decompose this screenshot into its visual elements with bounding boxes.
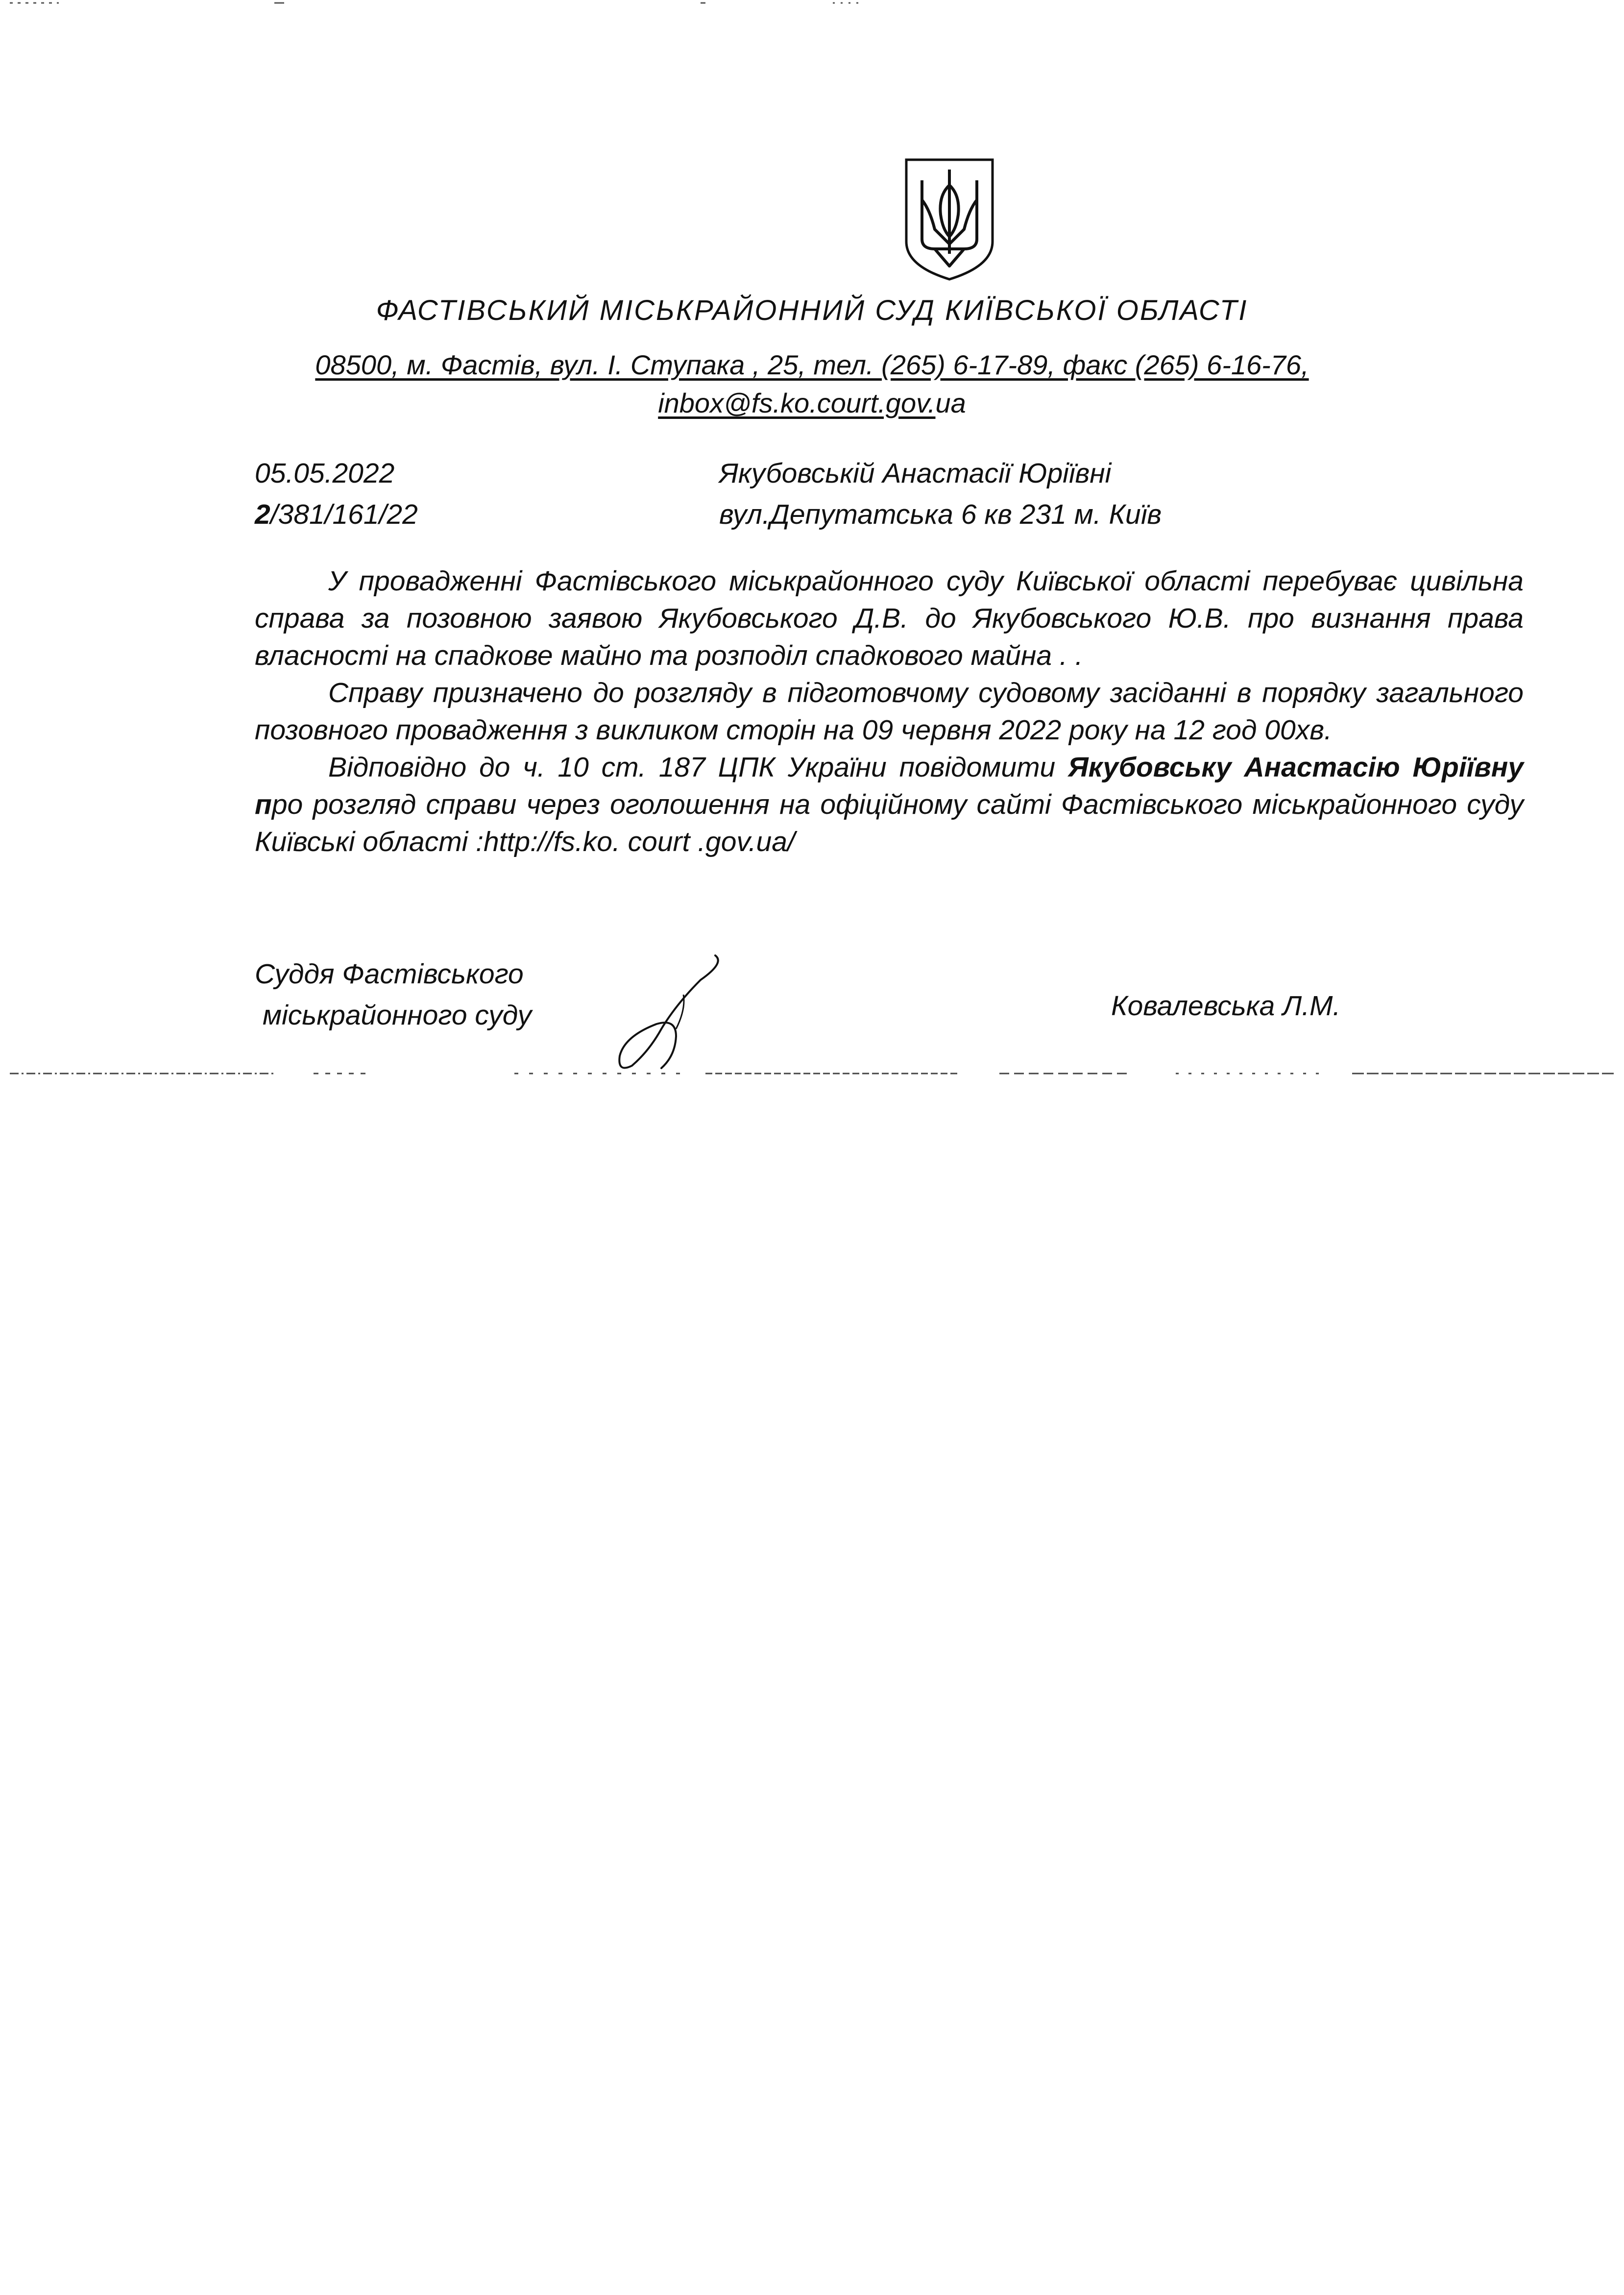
court-email-tail: ua — [935, 388, 966, 418]
body-p3-start: Відповідно до ч. 10 ст. 187 ЦПК України повідомити — [328, 752, 1068, 783]
case-number-prefix: 2 — [255, 499, 270, 530]
body-p3-end: ро розгляд справи через оголошення на офіційному сайті Фастівського міськрайонного суду Київські області :http://fs.ko. court .gov.ua/ — [255, 789, 1524, 857]
court-email: inbox@fs.ko.court.gov. — [658, 388, 936, 418]
judge-name: Ковалевська Л.М. — [1111, 990, 1341, 1022]
signatory-title-line-2: міськрайонного суду — [263, 1000, 532, 1031]
letter-body — [255, 562, 1524, 860]
body-paragraph-3 — [255, 749, 1524, 860]
signatory-title-line-1: Суддя Фастівського — [255, 958, 524, 990]
court-name: ФАСТІВСЬКИЙ МІСЬКРАЙОННИЙ СУД КИЇВСЬКОЇ ОБЛАСТІ — [376, 294, 1248, 326]
recipient-address: вул.Депутатська 6 кв 231 м. Київ — [719, 499, 1162, 530]
body-paragraph-1: У провадженні Фастівського міськрайонного суду Київської області перебуває цивільна справа за позовною заявою Якубовського Д.В. до Якубовського Ю.В. про визнання права власності на спадкове майно та розподіл спадкового майна . . — [255, 565, 1524, 671]
document-meta — [255, 453, 418, 535]
ukraine-coat-of-arms-icon — [900, 156, 998, 283]
case-number — [255, 494, 418, 535]
court-address — [0, 346, 1624, 422]
court-address-line: 08500, м. Фастів, вул. І. Ступака , 25, тел. (265) 6-17-89, факс (265) 6-16-76, — [315, 349, 1309, 380]
scan-artifact-top — [0, 0, 1624, 10]
signatory-title — [255, 953, 532, 1036]
recipient-name: Якубовській Анастасії Юріївні — [719, 458, 1112, 489]
case-number-rest: /381/161/22 — [270, 499, 418, 530]
document-date: 05.05.2022 — [255, 458, 395, 489]
scan-artifact-line — [0, 1070, 1624, 1077]
body-p3-bold-name: Якубовську Анастасію Юріївну п — [255, 752, 1524, 820]
handwritten-signature — [603, 951, 730, 1073]
recipient-block — [719, 453, 1162, 535]
body-paragraph-2: Справу призначено до розгляду в підготовчому судовому засіданні в порядку загального позовного провадження з викликом сторін на 09 червня 2022 року на 12 год 00хв. — [255, 677, 1524, 746]
